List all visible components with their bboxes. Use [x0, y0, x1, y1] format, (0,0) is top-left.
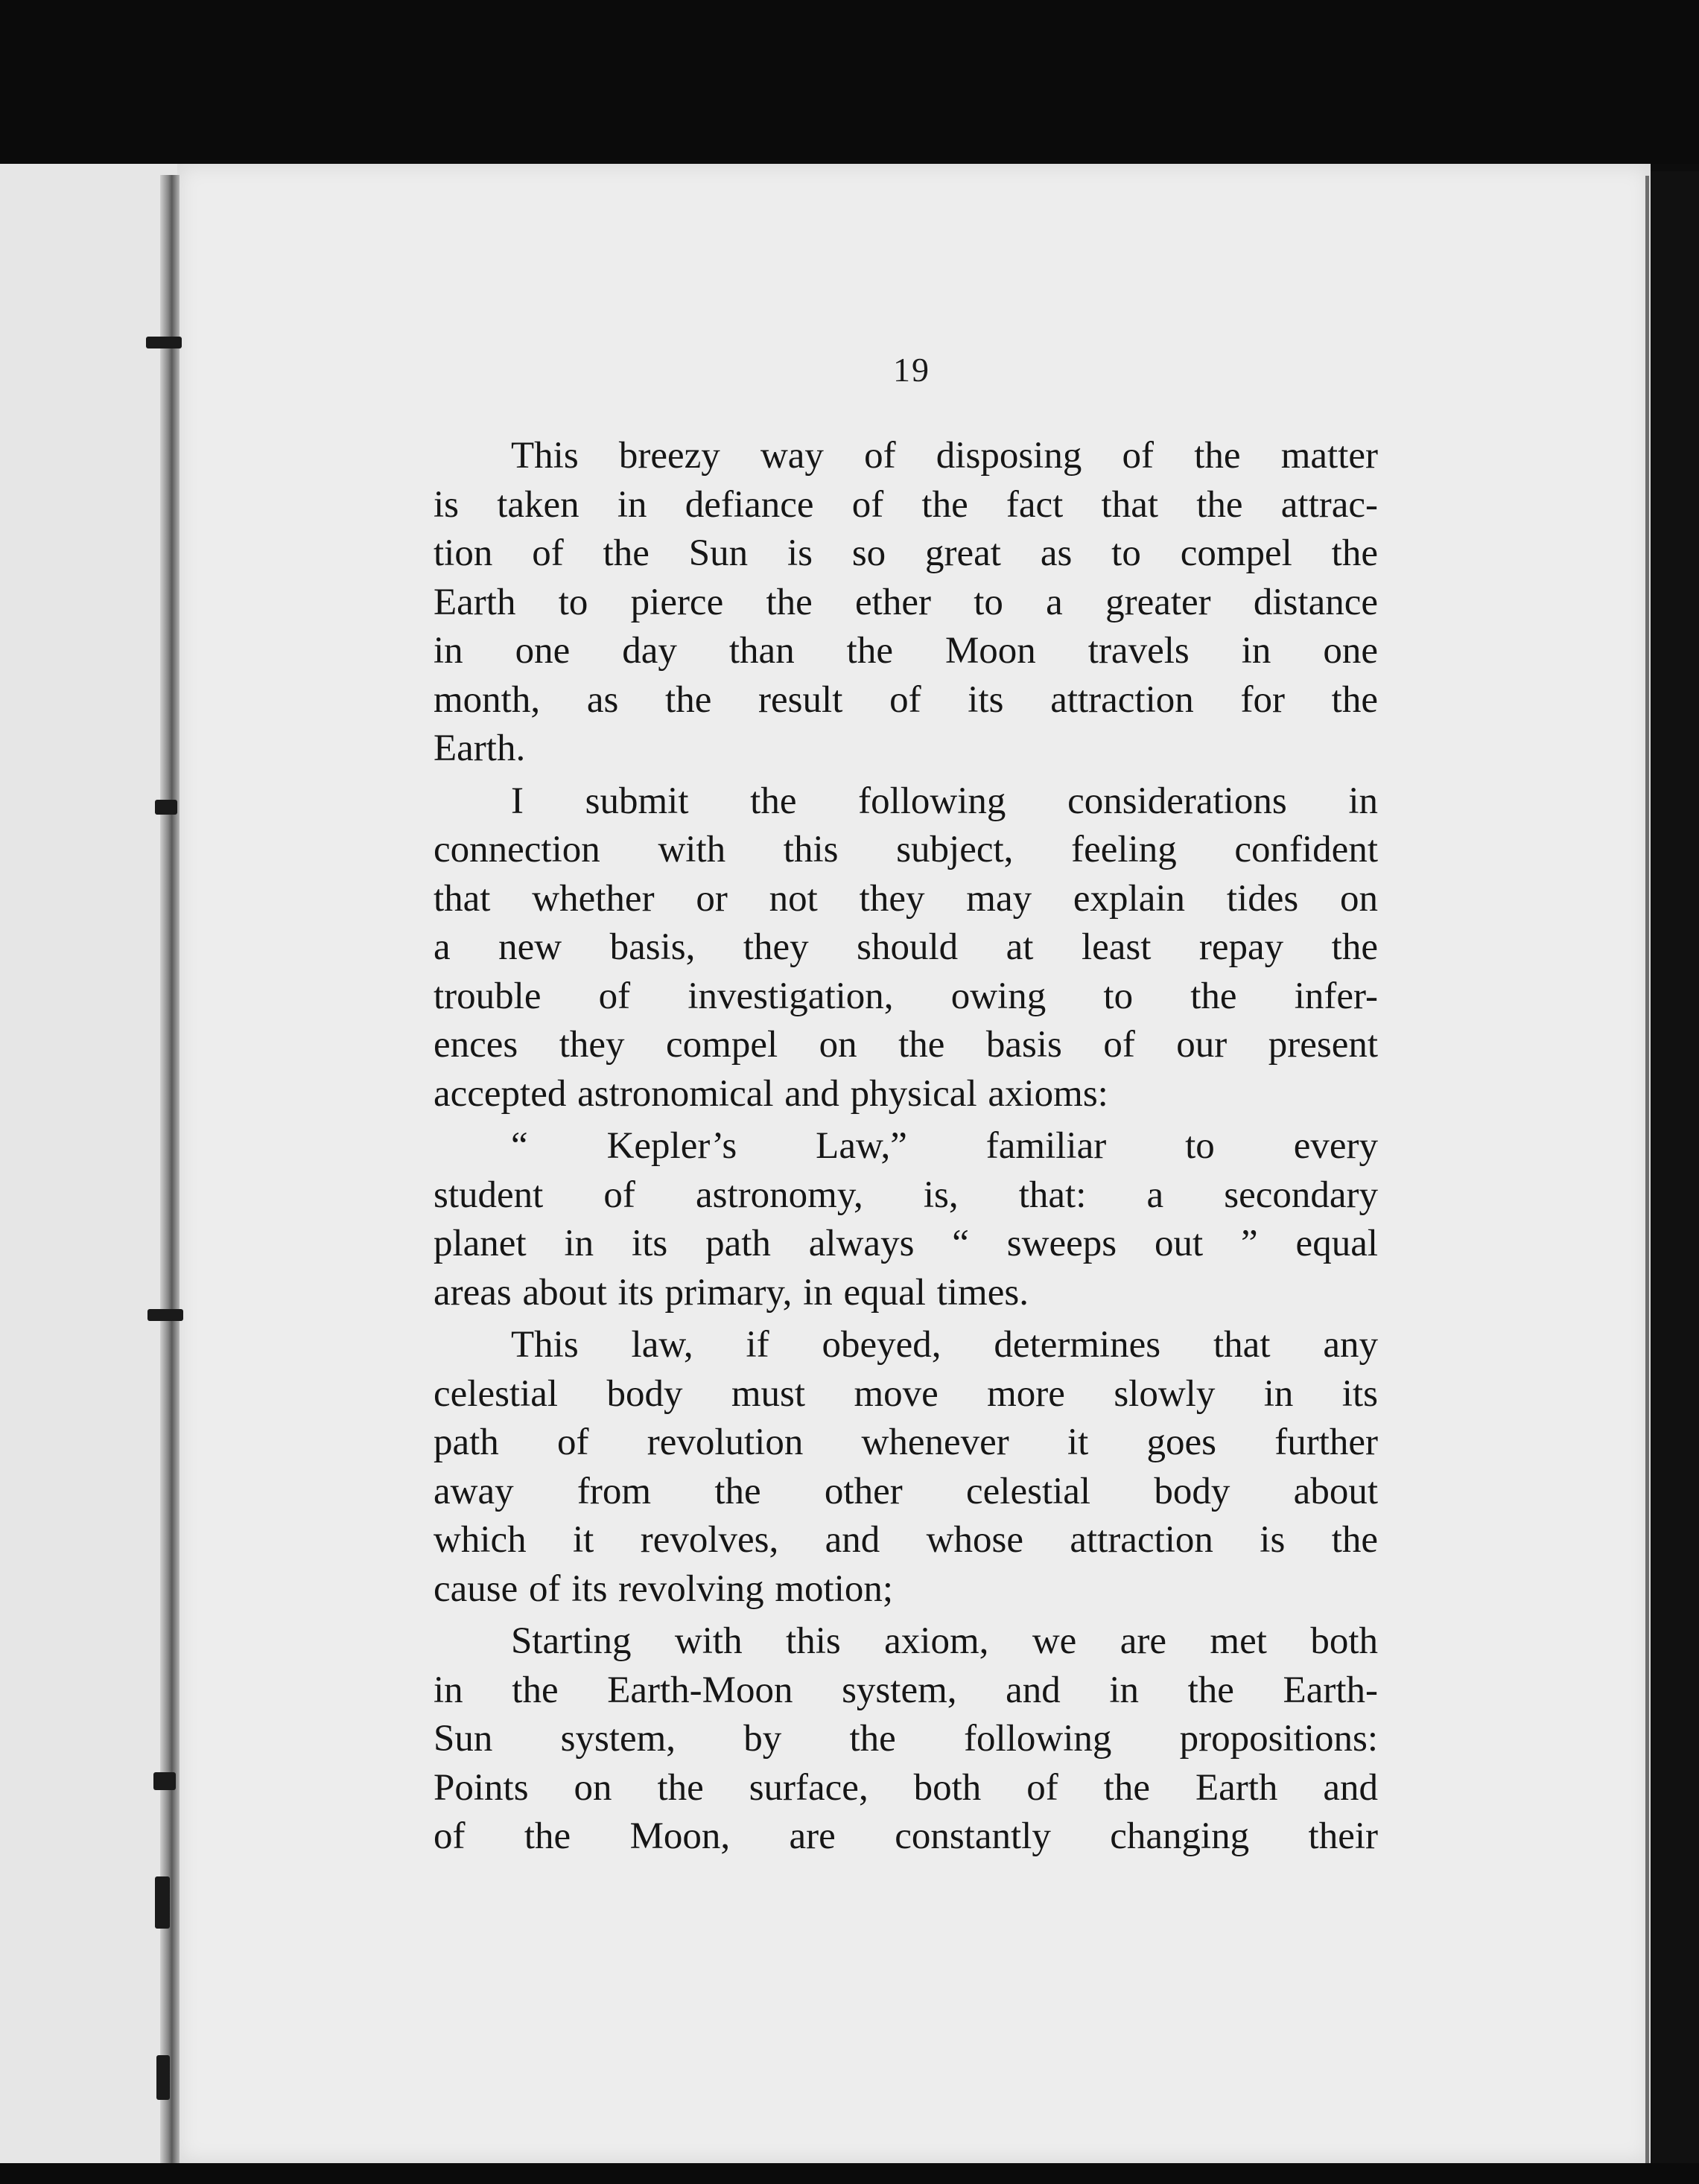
paragraph-5: [434, 1617, 1378, 1862]
binding-mark: [147, 1309, 183, 1321]
paragraph-3: [434, 1122, 1378, 1317]
text-line: Earth.: [434, 728, 526, 769]
text-line: away from the other celestial body about: [434, 1470, 1378, 1512]
body-text: [434, 432, 1378, 1865]
binding-mark: [153, 1772, 176, 1790]
text-line: areas about its primary, in equal times.: [434, 1271, 1029, 1314]
binding-mark: [156, 2055, 170, 2100]
text-line: “ Kepler’s Law,” familiar to every: [511, 1125, 1378, 1167]
page-number: 19: [893, 351, 930, 389]
text-line: student of astronomy, is, that: a secondary: [434, 1174, 1378, 1216]
binding-mark: [155, 1876, 170, 1929]
text-line: tion of the Sun is so great as to compel the: [434, 532, 1378, 574]
text-line: cause of its revolving motion;: [434, 1567, 894, 1610]
scan-right-border: [1651, 171, 1699, 2163]
text-line: which it revolves, and whose attraction is the: [434, 1519, 1378, 1561]
binding-mark: [146, 337, 182, 348]
text-line: month, as the result of its attraction for the: [434, 678, 1378, 721]
text-line: a new basis, they should at least repay the: [434, 926, 1378, 968]
paragraph-4: [434, 1321, 1378, 1614]
left-margin-strip: [0, 164, 177, 2163]
page-edge-line: [1645, 176, 1649, 2164]
text-line: Points on the surface, both of the Earth and: [434, 1766, 1378, 1809]
text-line: This law, if obeyed, determines that any: [511, 1324, 1378, 1366]
paragraph-1: [434, 432, 1378, 774]
text-line: This breezy way of disposing of the matter: [511, 435, 1378, 477]
scan-top-border: [0, 0, 1699, 164]
scan-bottom-border: [0, 2163, 1699, 2184]
text-line: in the Earth-Moon system, and in the Earth-: [434, 1669, 1378, 1711]
text-line: planet in its path always “ sweeps out ” equal: [434, 1223, 1378, 1264]
text-line: connection with this subject, feeling confident: [434, 829, 1378, 870]
binding-mark: [155, 800, 177, 815]
text-line: ences they compel on the basis of our present: [434, 1024, 1378, 1066]
text-line: is taken in defiance of the fact that the attrac-: [434, 483, 1378, 526]
text-line: Earth to pierce the ether to a greater distance: [434, 581, 1378, 623]
text-line: Sun system, by the following propositions:: [434, 1718, 1378, 1760]
paragraph-2: [434, 777, 1378, 1119]
text-line: trouble of investigation, owing to the infer-: [434, 975, 1378, 1017]
text-line: path of revolution whenever it goes further: [434, 1421, 1378, 1463]
binding-gutter: [160, 175, 180, 2163]
text-line: Starting with this axiom, we are met both: [511, 1620, 1378, 1662]
text-line: that whether or not they may explain tides on: [434, 877, 1378, 920]
text-line: accepted astronomical and physical axioms:: [434, 1072, 1108, 1115]
text-line: celestial body must move more slowly in its: [434, 1372, 1378, 1415]
text-line: of the Moon, are constantly changing their: [434, 1815, 1378, 1857]
text-line: in one day than the Moon travels in one: [434, 630, 1378, 672]
text-line: I submit the following considerations in: [511, 780, 1378, 822]
